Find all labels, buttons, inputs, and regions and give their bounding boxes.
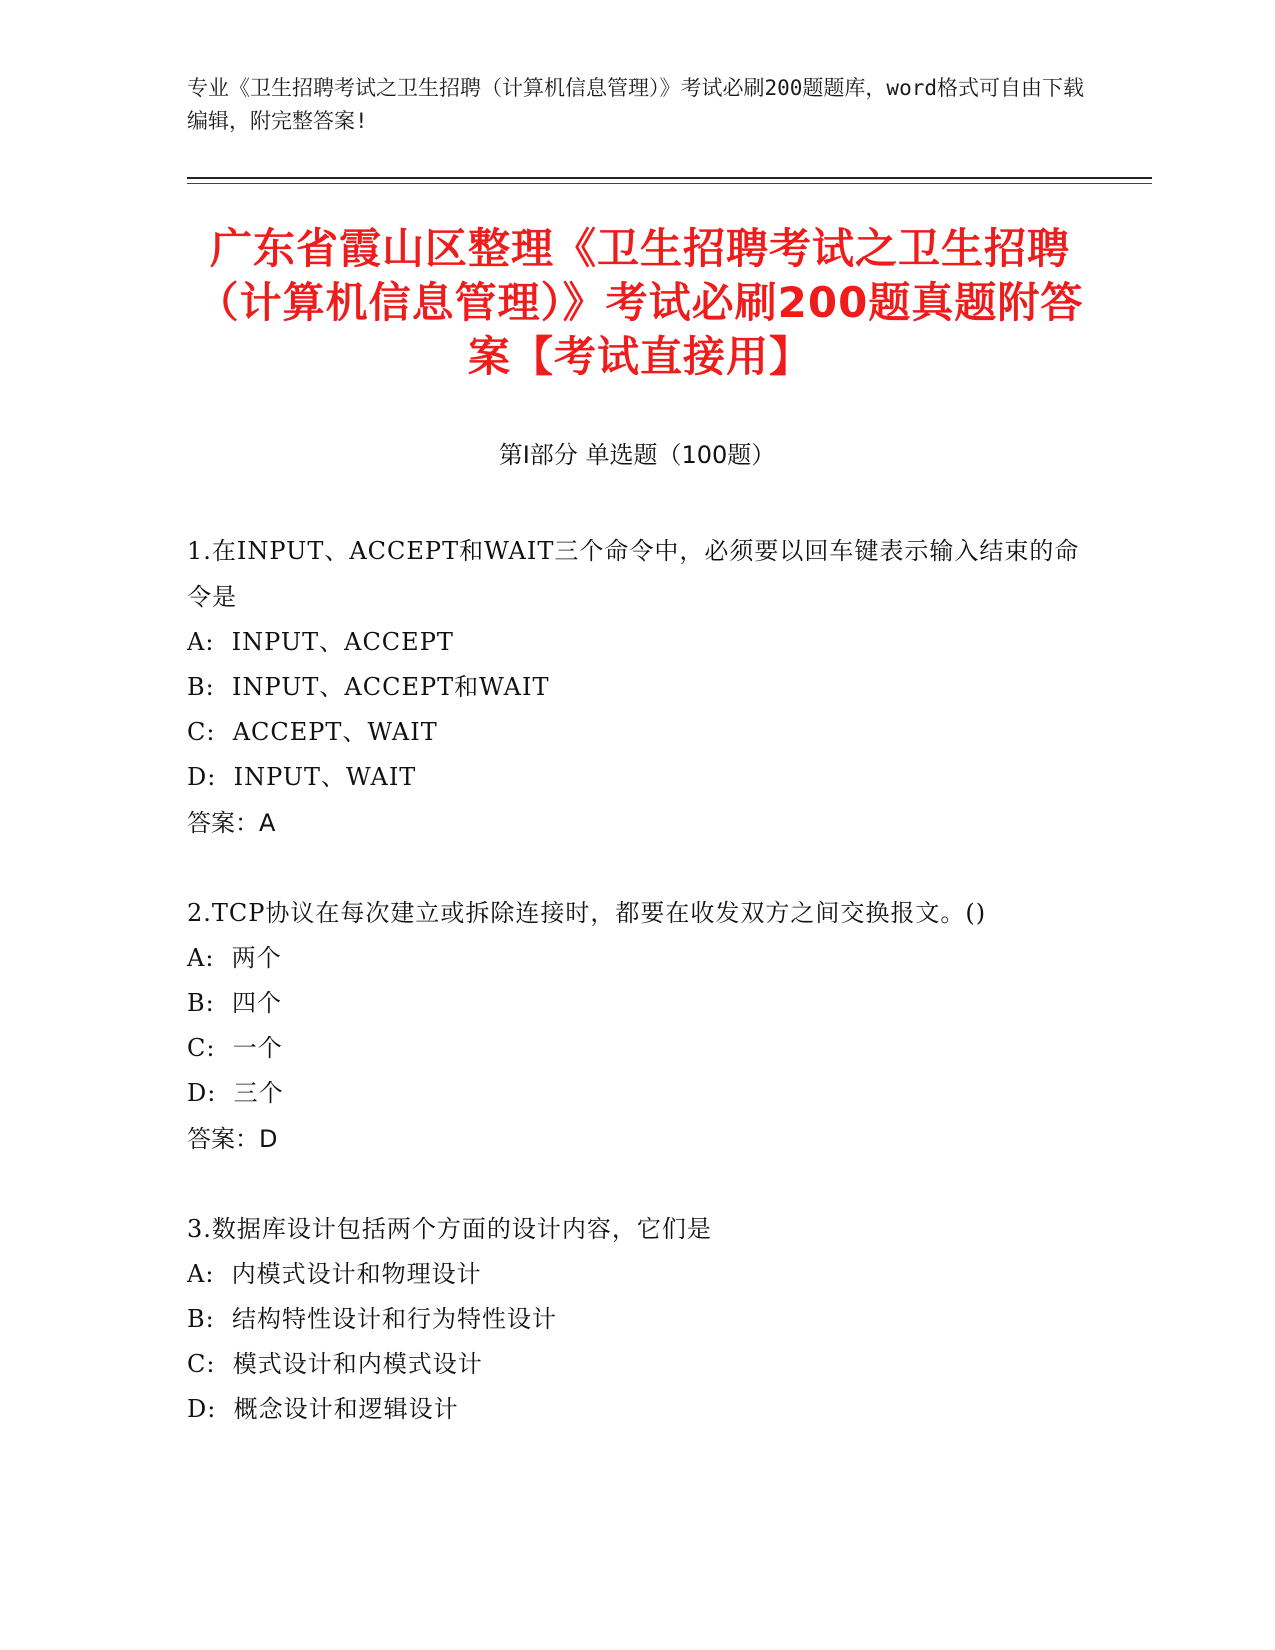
question-answer: 答案：A xyxy=(187,809,276,837)
question-stem: 2.TCP协议在每次建立或拆除连接时，都要在收发双方之间交换报文。() xyxy=(187,899,987,927)
question-option: D: 三个 xyxy=(187,1079,284,1107)
question-stem: 1.在INPUT、ACCEPT和WAIT三个命令中，必须要以回车键表示输入结束的命令是 xyxy=(187,537,1080,611)
question-list xyxy=(187,528,1087,1476)
question-option: D: 概念设计和逻辑设计 xyxy=(187,1395,459,1423)
question-option: A: 两个 xyxy=(187,944,282,972)
document-title: 广东省霞山区整理《卫生招聘考试之卫生招聘（计算机信息管理）》考试必刷200题真题附答案【考试直接用】 xyxy=(196,224,1084,381)
question-option: A: 内模式设计和物理设计 xyxy=(187,1260,482,1288)
header-note: 专业《卫生招聘考试之卫生招聘（计算机信息管理）》考试必刷200题题库，word格式可自由下载编辑，附完整答案! xyxy=(187,76,1084,133)
question-option: B: INPUT、ACCEPT和WAIT xyxy=(187,673,550,701)
question-option: B: 四个 xyxy=(187,989,282,1017)
question-item xyxy=(187,528,1087,846)
header-divider-thin xyxy=(187,183,1152,184)
question-stem: 3.数据库设计包括两个方面的设计内容，它们是 xyxy=(187,1215,712,1243)
header-divider-thick xyxy=(187,177,1152,179)
question-option: C: ACCEPT、WAIT xyxy=(187,718,438,746)
question-option: C: 一个 xyxy=(187,1034,283,1062)
question-option: C: 模式设计和内模式设计 xyxy=(187,1350,483,1378)
question-option: B: 结构特性设计和行为特性设计 xyxy=(187,1305,557,1333)
question-option: A: INPUT、ACCEPT xyxy=(187,628,454,656)
section-heading: 第Ⅰ部分 单选题（100题） xyxy=(498,441,776,469)
question-item xyxy=(187,1206,1087,1432)
question-option: D: INPUT、WAIT xyxy=(187,763,417,791)
question-answer: 答案：D xyxy=(187,1125,278,1153)
question-item xyxy=(187,890,1087,1162)
